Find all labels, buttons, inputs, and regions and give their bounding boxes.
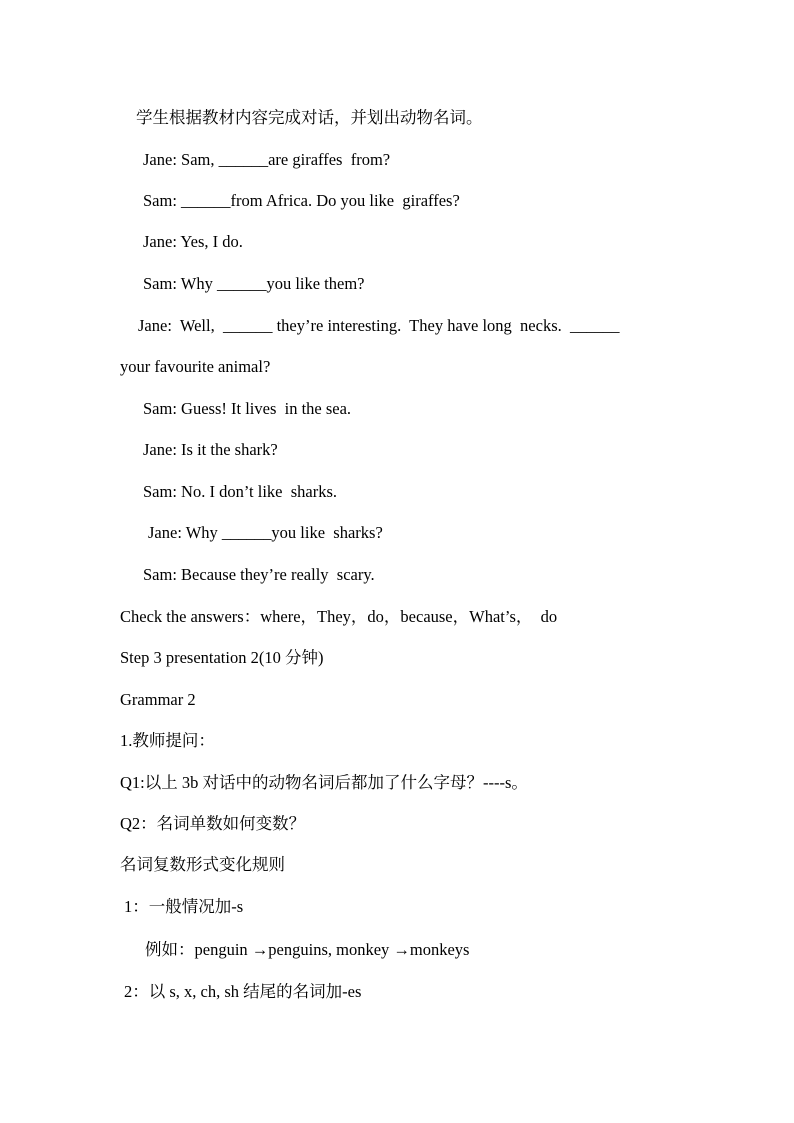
rule-item: 2：以 s, x, ch, sh 结尾的名词加-es (124, 982, 362, 1001)
dialogue-line: Sam: Guess! It lives in the sea. (143, 399, 352, 418)
dialogue-line: Sam: Because they’re really scary. (143, 565, 375, 584)
grammar-heading: Grammar 2 (120, 690, 196, 709)
answers-line: Check the answers：where，They，do，because，What’s， do (120, 607, 558, 626)
rules-heading: 名词复数形式变化规则 (120, 855, 285, 874)
example-line: 例如：penguin →penguins, monkey →monkeys (145, 940, 470, 959)
dialogue-line: Sam: ______from Africa. Do you like giraffes? (143, 191, 460, 210)
dialogue-line: Jane: Sam, ______are giraffes from? (143, 150, 391, 169)
teacher-question-heading: 1.教师提问： (120, 731, 215, 750)
dialogue-line: Jane: Is it the shark? (143, 440, 278, 459)
dialogue-line: Sam: No. I don’t like sharks. (143, 482, 338, 501)
question-line: Q2：名词单数如何变数？ (120, 814, 306, 833)
rule-item: 1：一般情况加-s (124, 897, 244, 916)
dialogue-line: Jane: Yes, I do. (143, 232, 243, 251)
step-heading: Step 3 presentation 2(10 分钟) (120, 648, 324, 667)
dialogue-line-continuation: your favourite animal? (120, 357, 271, 376)
dialogue-line: Sam: Why ______you like them? (143, 274, 365, 293)
dialogue-line: Jane: Why ______you like sharks? (148, 523, 383, 542)
question-line: Q1:以上 3b 对话中的动物名词后都加了什么字母？----s。 (120, 773, 528, 792)
instruction-line: 学生根据教材内容完成对话，并划出动物名词。 (136, 108, 483, 127)
dialogue-line: Jane: Well, ______ they’re interesting. They have long necks. ______ (138, 316, 620, 335)
